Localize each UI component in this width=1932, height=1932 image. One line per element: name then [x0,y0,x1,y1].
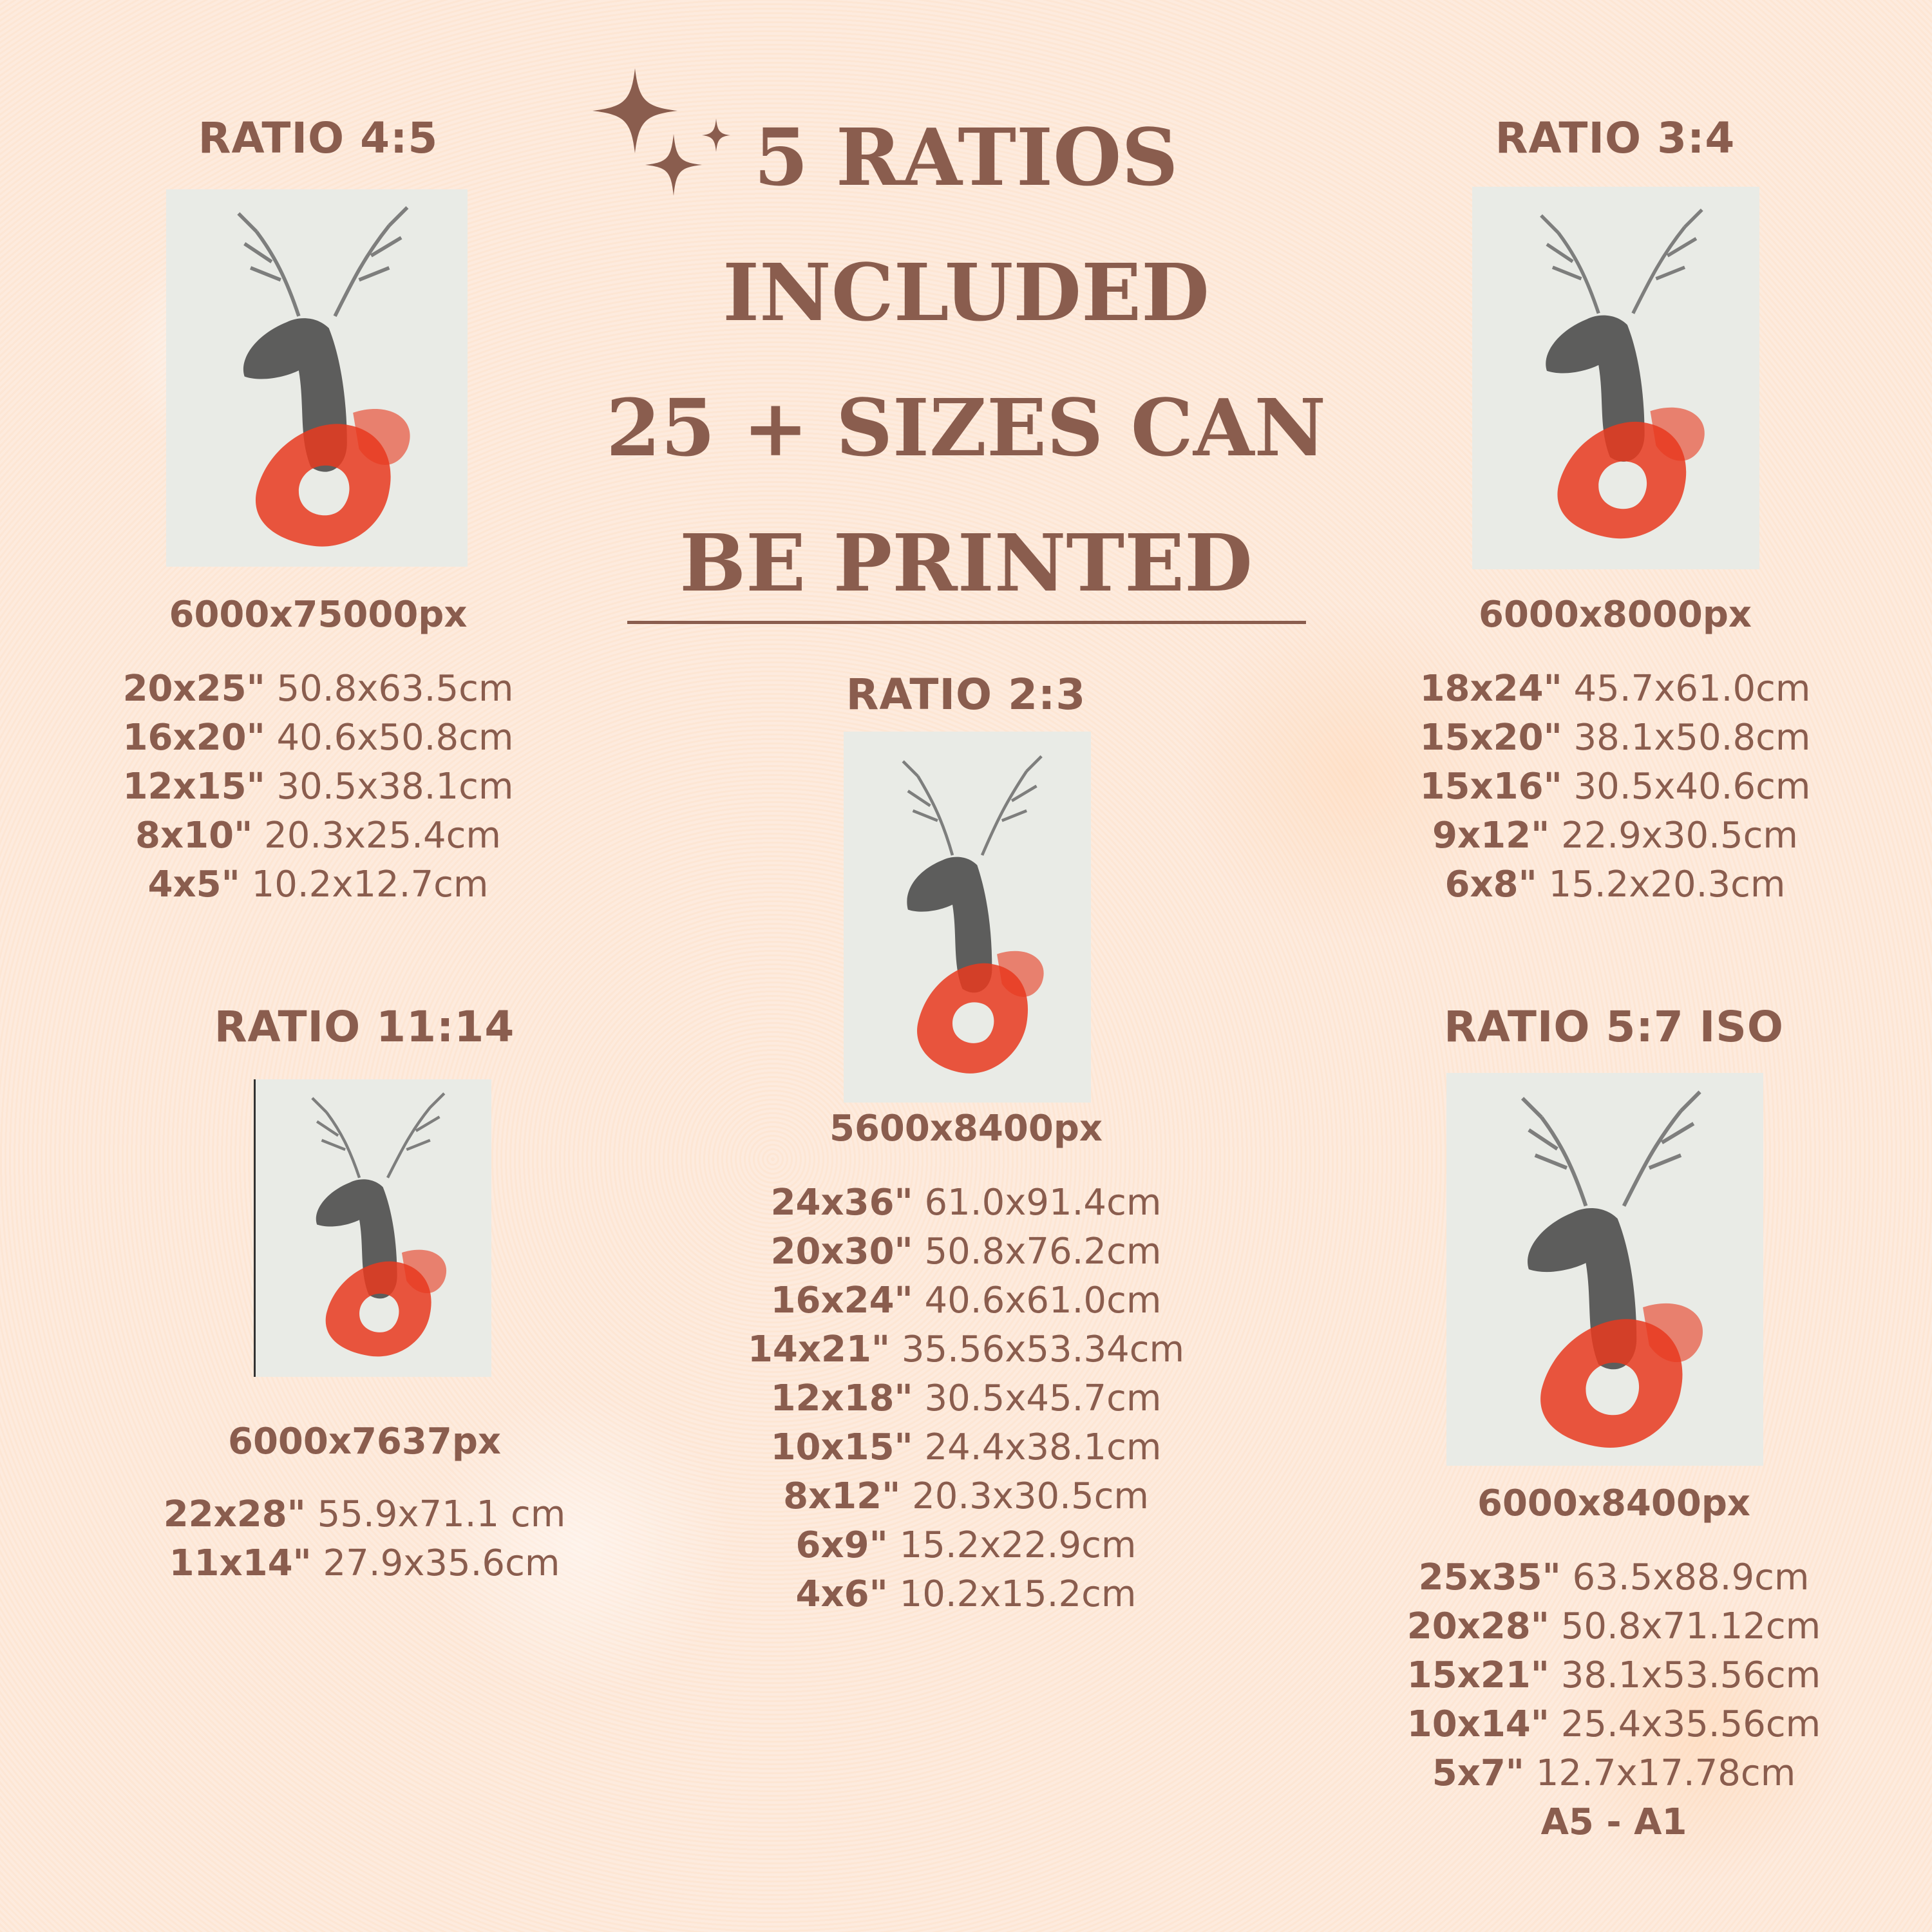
size-row: 6x8" 15.2x20.3cm [1444,864,1786,905]
ratio-5-7-pixels: 6000x8400px [1477,1482,1751,1524]
size-row: 20x30" 50.8x76.2cm [770,1231,1162,1273]
ratio-2-3-size-list [748,1179,1184,1619]
size-row: 15x20" 38.1x50.8cm [1419,717,1811,759]
title-line-2: INCLUDED [723,246,1209,339]
size-row: 16x24" 40.6x61.0cm [770,1280,1162,1321]
title-line-3: 25 + SIZES CAN [605,381,1327,474]
ratio-3-4-heading: RATIO 3:4 [1495,113,1736,163]
size-row: 14x21" 35.56x53.34cm [747,1329,1185,1370]
ratio-3-4-artwork [1472,187,1759,569]
ratio-11-14-heading: RATIO 11:14 [214,1002,515,1052]
iso-range: A5 - A1 [1540,1801,1687,1843]
ratio-4-5-pixels: 6000x75000px [169,594,468,636]
size-row: 15x21" 38.1x53.56cm [1406,1654,1821,1696]
size-row: 5x7" 12.7x17.78cm [1432,1752,1796,1794]
size-row: 20x25" 50.8x63.5cm [122,668,514,710]
ratio-3-4-size-list [1420,665,1811,909]
size-row: 20x28" 50.8x71.12cm [1406,1605,1821,1647]
ratio-4-5-heading: RATIO 4:5 [198,113,439,163]
size-row: 18x24" 45.7x61.0cm [1419,668,1811,710]
size-row: 9x12" 22.9x30.5cm [1432,815,1798,857]
size-row: 22x28" 55.9x71.1 cm [163,1493,566,1535]
title-underline [627,621,1306,624]
ratio-2-3-pixels: 5600x8400px [829,1108,1103,1150]
size-row: 11x14" 27.9x35.6cm [169,1542,560,1584]
ratio-2-3-heading: RATIO 2:3 [846,670,1086,719]
size-row: 8x10" 20.3x25.4cm [135,815,501,857]
ratio-3-4-pixels: 6000x8000px [1478,594,1752,636]
ratio-2-3-artwork [844,732,1091,1103]
title-line-4: BE PRINTED [679,516,1253,609]
size-row: 25x35" 63.5x88.9cm [1418,1557,1810,1598]
ratio-11-14-size-list [164,1490,566,1588]
ratio-11-14-artwork [254,1079,491,1377]
size-row: 8x12" 20.3x30.5cm [783,1475,1149,1517]
size-row: 4x5" 10.2x12.7cm [147,864,489,905]
size-row: 6x9" 15.2x22.9cm [795,1524,1137,1566]
size-row: 24x36" 61.0x91.4cm [770,1182,1162,1224]
title-line-1: 5 RATIOS [753,111,1179,204]
size-row: 16x20" 40.6x50.8cm [122,717,514,759]
ratio-5-7-artwork [1446,1073,1763,1466]
size-row: 15x16" 30.5x40.6cm [1419,766,1811,808]
ratio-11-14-pixels: 6000x7637px [227,1421,502,1463]
size-row: 4x6" 10.2x15.2cm [795,1573,1137,1615]
size-row: 12x18" 30.5x45.7cm [770,1378,1162,1419]
size-row: 10x14" 25.4x35.56cm [1406,1703,1821,1745]
ratio-4-5-size-list [123,665,514,909]
ratio-5-7-size-list [1407,1553,1821,1847]
ratio-5-7-heading: RATIO 5:7 ISO [1444,1002,1784,1052]
sparkles-icon [564,62,757,216]
size-row: 12x15" 30.5x38.1cm [122,766,514,808]
size-row: 10x15" 24.4x38.1cm [770,1426,1162,1468]
ratio-4-5-artwork [166,189,468,567]
